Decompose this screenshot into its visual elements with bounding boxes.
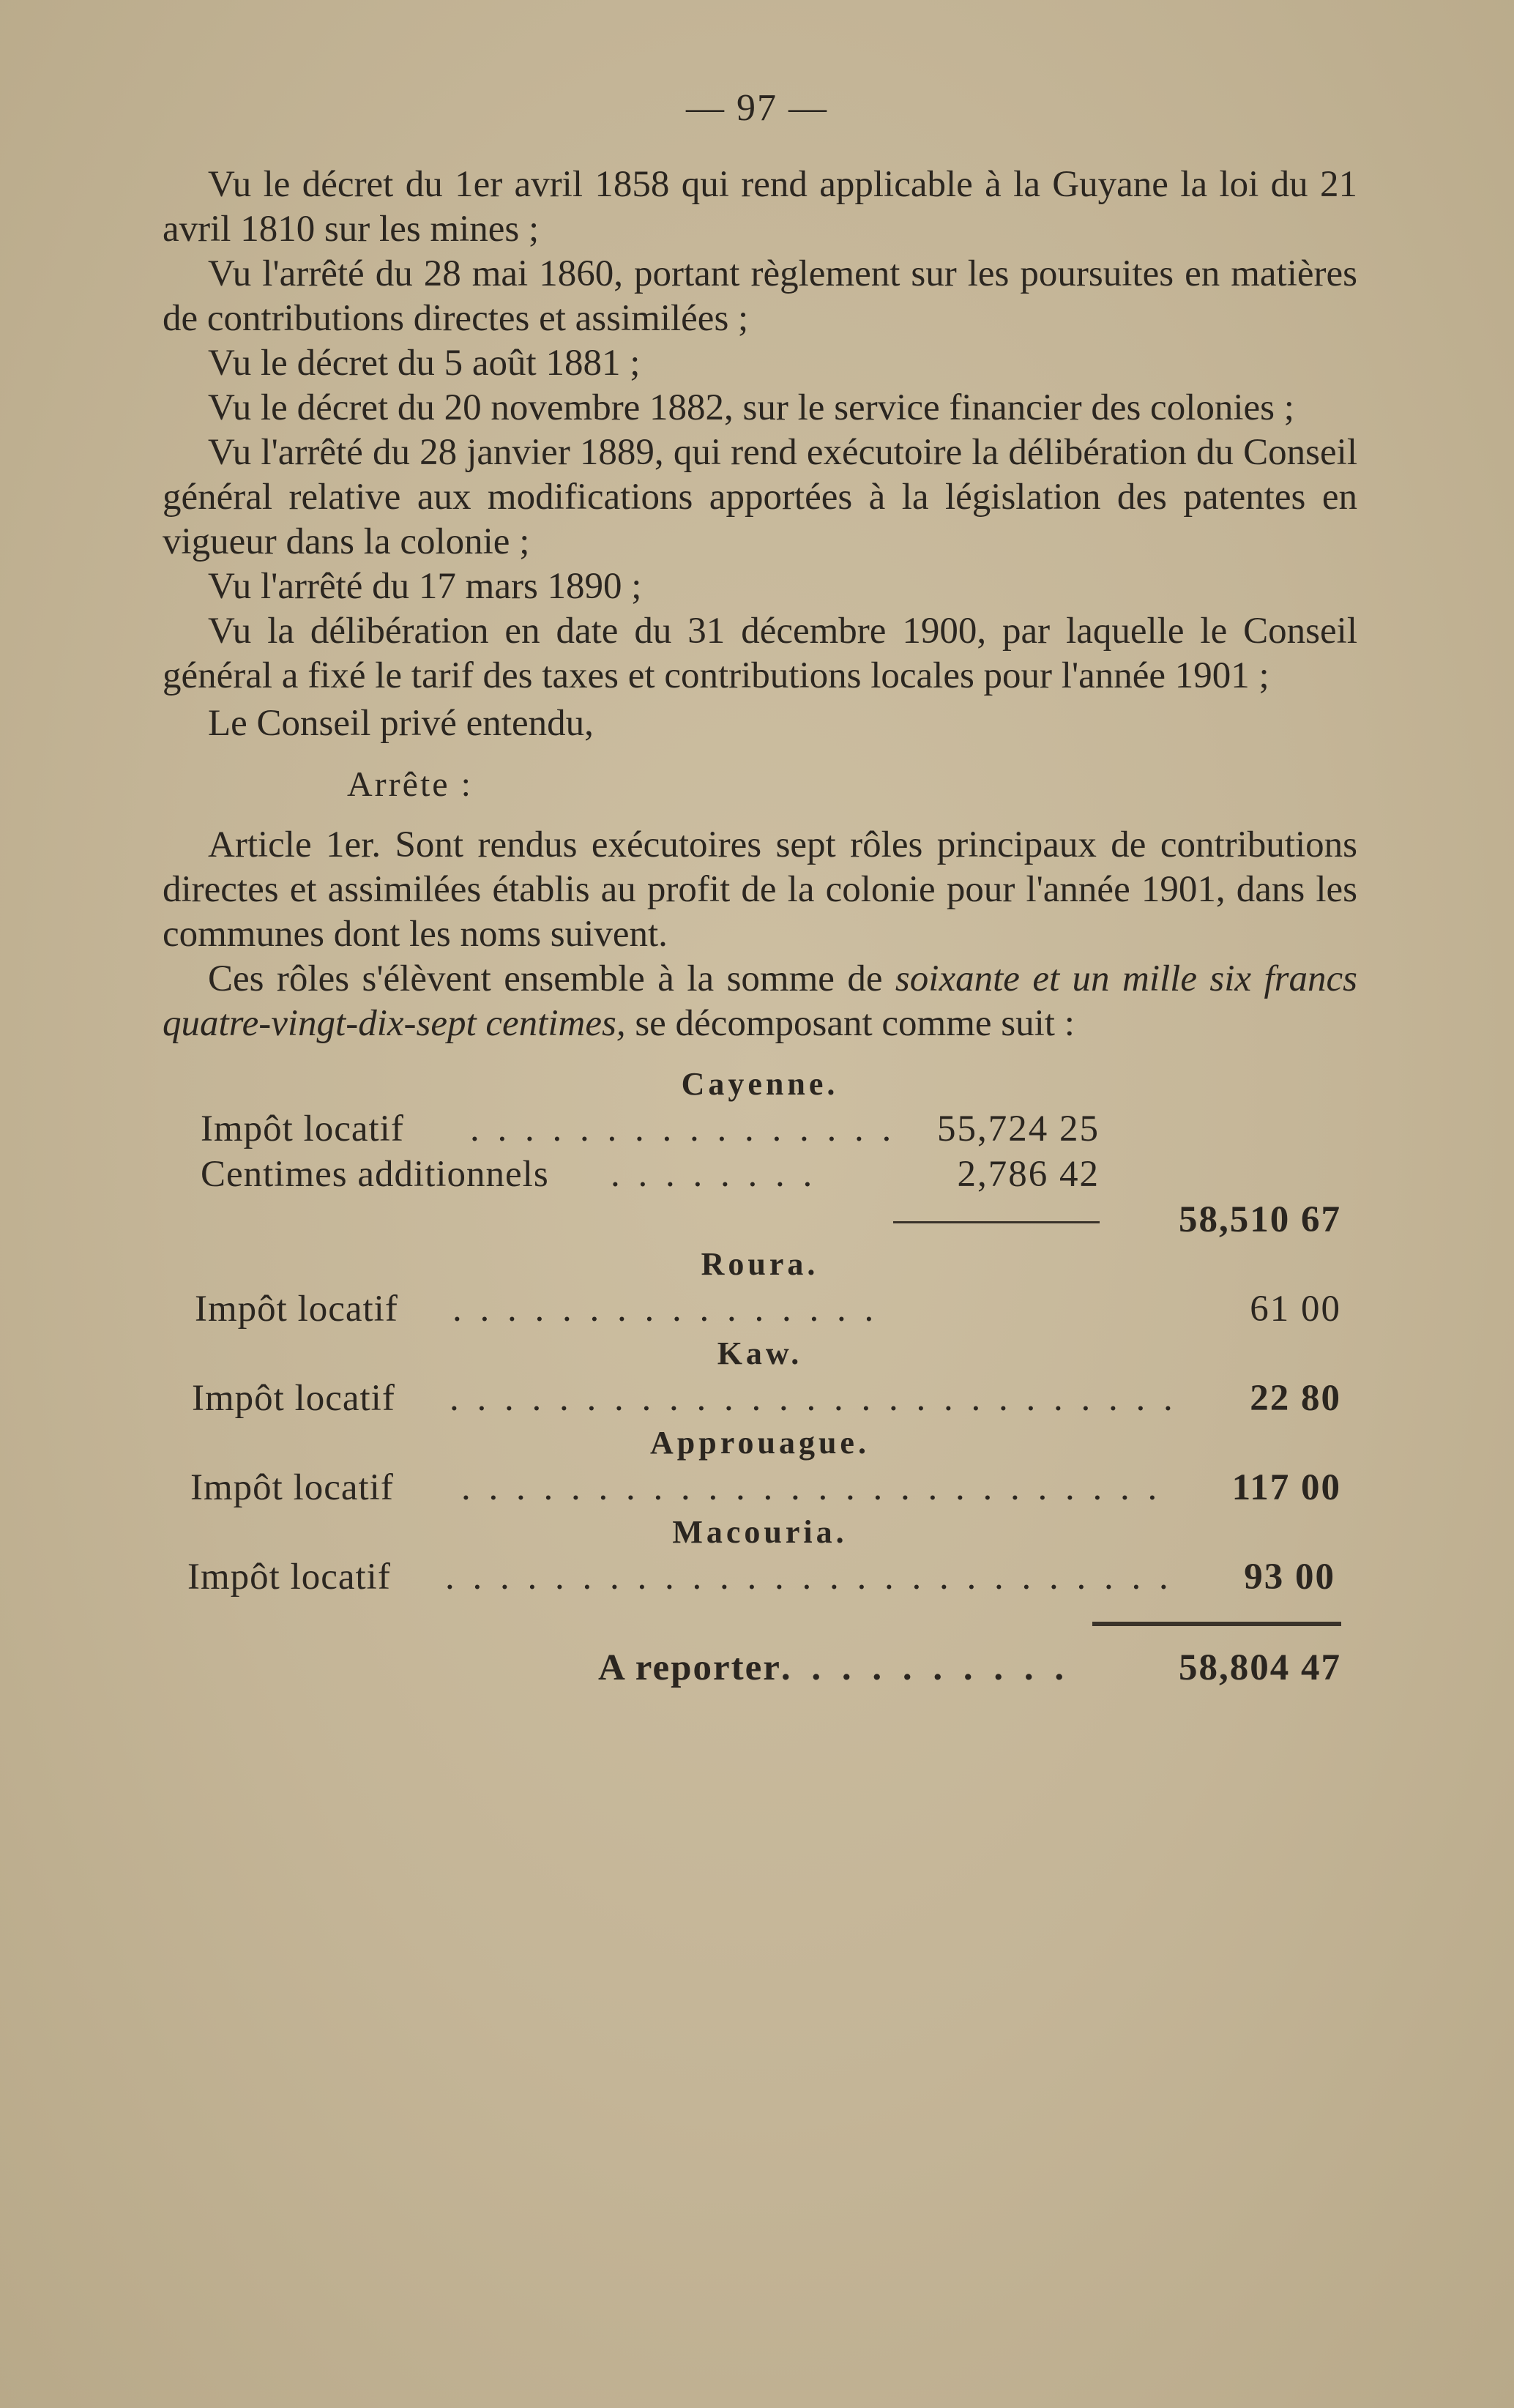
leader-dots: . . . . . . . . . . . . . . . . . . . . . . . . . . . [445,1557,1173,1598]
row-amount: 55,724 25 [937,1108,1100,1149]
table-row [163,1465,1357,1510]
row-label: Impôt locatif [192,1378,395,1419]
report-label-text: A reporter [598,1647,781,1688]
table-row [163,1376,1357,1421]
table-row-subtotal [163,1197,1357,1242]
report-row [163,1642,1357,1693]
communes-table [163,1062,1357,1693]
arrete-heading [163,762,1357,807]
subtotal-rule [893,1221,1100,1223]
commune-heading-kaw: Kaw. [717,1335,803,1371]
table-row [163,1106,1357,1152]
leader-dots: . . . . . . . . . . . . . . . . [452,1289,879,1330]
leader-dots: . . . . . . . . . . . . . . . . . . . . . . . . . . [461,1467,1162,1508]
paragraph-arrete-1889: Vu l'arrêté du 28 janvier 1889, qui rend exécutoire la délibération du Conseil général relative aux modifications apportées à la législation des patentes en vigueur dans la colonie ; [163,432,1357,562]
grand-total-rule [1092,1622,1341,1626]
row-label: Impôt locatif [201,1108,404,1149]
document-body [163,163,1357,1693]
table-row [163,1152,1357,1197]
report-dots: . . . . . . . . . . [780,1647,1070,1688]
paragraph-arrete-1890: Vu l'arrêté du 17 mars 1890 ; [208,566,642,607]
paragraph-deliberation-1900: Vu la délibération en date du 31 décembre 1900, par laquelle le Conseil général a fixé le tarif des taxes et contributions locales pour l'année 1901 ; [163,611,1357,696]
article-1: Article 1er. Sont rendus exécutoires sept rôles principaux de contributions directes et assimilées établis au profit de la colonie pour l'année 1901, dans les communes dont les noms suivent. [163,824,1357,955]
report-label [598,1642,1070,1693]
somme-in-words: soixante et un mille six francs quatre-vingt-dix-sept centimes, [163,958,1357,1044]
paragraph-decret-1858: Vu le décret du 1er avril 1858 qui rend applicable à la Guyane la loi du 21 avril 1810 sur les mines ; [163,164,1357,250]
leader-dots: . . . . . . . . [611,1154,817,1195]
commune-heading-cayenne: Cayenne. [681,1066,839,1102]
commune-total: 58,510 67 [1179,1199,1341,1240]
commune-total: 61 00 [1250,1289,1341,1330]
commune-total: 22 80 [1250,1378,1341,1419]
arrete-text: Arrête : [347,765,473,804]
report-total: 58,804 47 [1179,1647,1341,1688]
conseil-prive-line: Le Conseil privé entendu, [208,703,594,744]
page-number: — 97 — [686,87,828,129]
commune-total: 93 00 [1244,1557,1335,1598]
row-label: Impôt locatif [187,1557,391,1598]
commune-heading-macouria: Macouria. [672,1514,848,1550]
row-label: Impôt locatif [195,1289,398,1330]
paragraph-decret-1882: Vu le décret du 20 novembre 1882, sur le service financier des colonies ; [208,387,1294,428]
row-label: Impôt locatif [190,1467,394,1508]
somme-paragraph [163,957,1357,1046]
row-label: Centimes additionnels [201,1154,549,1195]
leader-dots: . . . . . . . . . . . . . . . . . . . . . . . . . . . [450,1378,1177,1419]
somme-intro: Ces rôles s'élèvent ensemble à la somme de [208,958,883,999]
somme-outro: se décomposant comme suit : [635,1003,1075,1044]
commune-heading-roura: Roura. [701,1246,819,1282]
commune-total: 117 00 [1231,1467,1341,1508]
table-row [163,1286,1357,1332]
table-row [163,1554,1357,1600]
leader-dots: . . . . . . . . . . . . . . . . [470,1108,896,1149]
paragraph-decret-1881: Vu le décret du 5 août 1881 ; [208,343,641,384]
paragraph-arrete-1860: Vu l'arrêté du 28 mai 1860, portant règlement sur les poursuites en matières de contributions directes et assimilées ; [163,253,1357,339]
commune-heading-approuague: Approuague. [650,1425,870,1461]
row-amount: 2,786 42 [957,1154,1100,1195]
